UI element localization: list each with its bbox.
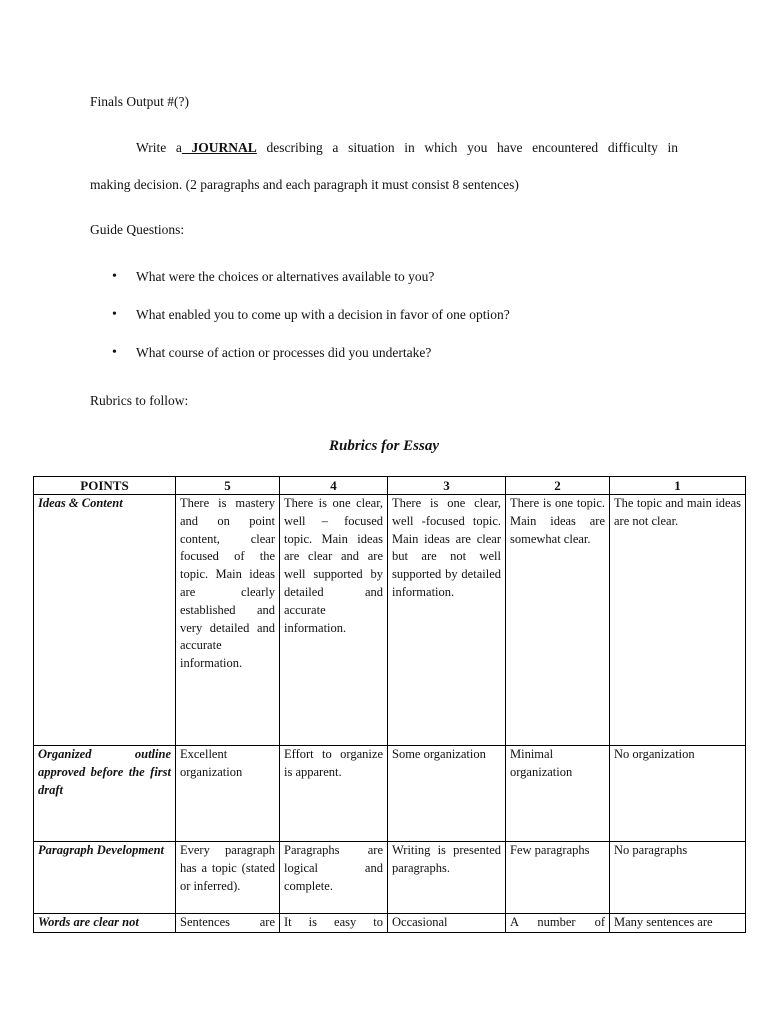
criterion-cell: Organized outline approved before the first draft bbox=[34, 746, 176, 842]
rubric-cell: Sentences are bbox=[176, 914, 280, 933]
instruction-post: describing a situation in which you have encountered difficulty in bbox=[256, 140, 678, 155]
instruction-line-2: making decision. (2 paragraphs and each paragraph it must consist 8 sentences) bbox=[90, 177, 519, 192]
rubric-row-words bbox=[34, 914, 746, 933]
rubric-row-paragraph bbox=[34, 842, 746, 914]
rubric-cell: Effort to organize is apparent. bbox=[280, 746, 388, 842]
rubric-row-outline bbox=[34, 746, 746, 842]
score-header: 4 bbox=[280, 477, 388, 495]
document-title: Finals Output #(?) bbox=[90, 94, 189, 109]
instruction-line-1 bbox=[136, 140, 678, 156]
rubric-cell: There is mastery and on point content, clear focused of the topic. Main ideas are clearly established and very detailed and accurate information. bbox=[176, 495, 280, 746]
score-header: 1 bbox=[610, 477, 746, 495]
rubric-cell: The topic and main ideas are not clear. bbox=[610, 495, 746, 746]
rubric-cell: Every paragraph has a topic (stated or inferred). bbox=[176, 842, 280, 914]
score-header: 3 bbox=[388, 477, 506, 495]
rubric-cell: Few paragraphs bbox=[506, 842, 610, 914]
guide-question: • What enabled you to come up with a decision in favor of one option? bbox=[108, 306, 510, 344]
rubric-cell: Writing is presented paragraphs. bbox=[388, 842, 506, 914]
guide-question: • What course of action or processes did you undertake? bbox=[108, 344, 510, 382]
criterion-cell: Ideas & Content bbox=[34, 495, 176, 746]
rubric-row-ideas bbox=[34, 495, 746, 746]
rubric-cell: There is one clear, well – focused topic. Main ideas are clear and are well supported by detailed and accurate information. bbox=[280, 495, 388, 746]
rubric-cell: Many sentences are bbox=[610, 914, 746, 933]
rubric-cell: Minimal organization bbox=[506, 746, 610, 842]
points-header: POINTS bbox=[34, 477, 176, 495]
rubric-cell: A number of bbox=[506, 914, 610, 933]
journal-keyword: JOURNAL bbox=[181, 140, 257, 155]
guide-questions-list bbox=[108, 268, 510, 382]
criterion-cell: Words are clear not bbox=[34, 914, 176, 933]
score-header: 5 bbox=[176, 477, 280, 495]
rubric-cell: Occasional bbox=[388, 914, 506, 933]
guide-question: • What were the choices or alternatives available to you? bbox=[108, 268, 510, 306]
rubrics-label: Rubrics to follow: bbox=[90, 393, 189, 408]
rubric-cell: There is one topic. Main ideas are somewhat clear. bbox=[506, 495, 610, 746]
score-header: 2 bbox=[506, 477, 610, 495]
rubric-header-row bbox=[34, 477, 746, 495]
rubric-cell: No paragraphs bbox=[610, 842, 746, 914]
rubric-cell: No organization bbox=[610, 746, 746, 842]
rubric-table bbox=[33, 476, 746, 933]
rubric-cell: Excellent organization bbox=[176, 746, 280, 842]
criterion-cell: Paragraph Development bbox=[34, 842, 176, 914]
rubric-cell: Some organization bbox=[388, 746, 506, 842]
rubric-title: Rubrics for Essay bbox=[328, 438, 440, 454]
rubric-cell: Paragraphs are logical and complete. bbox=[280, 842, 388, 914]
instruction-pre: Write a bbox=[136, 140, 182, 155]
guide-questions-label: Guide Questions: bbox=[90, 222, 185, 237]
rubric-cell: It is easy to bbox=[280, 914, 388, 933]
rubric-cell: There is one clear, well -focused topic. Main ideas are clear but are not well supported by detailed information. bbox=[388, 495, 506, 746]
